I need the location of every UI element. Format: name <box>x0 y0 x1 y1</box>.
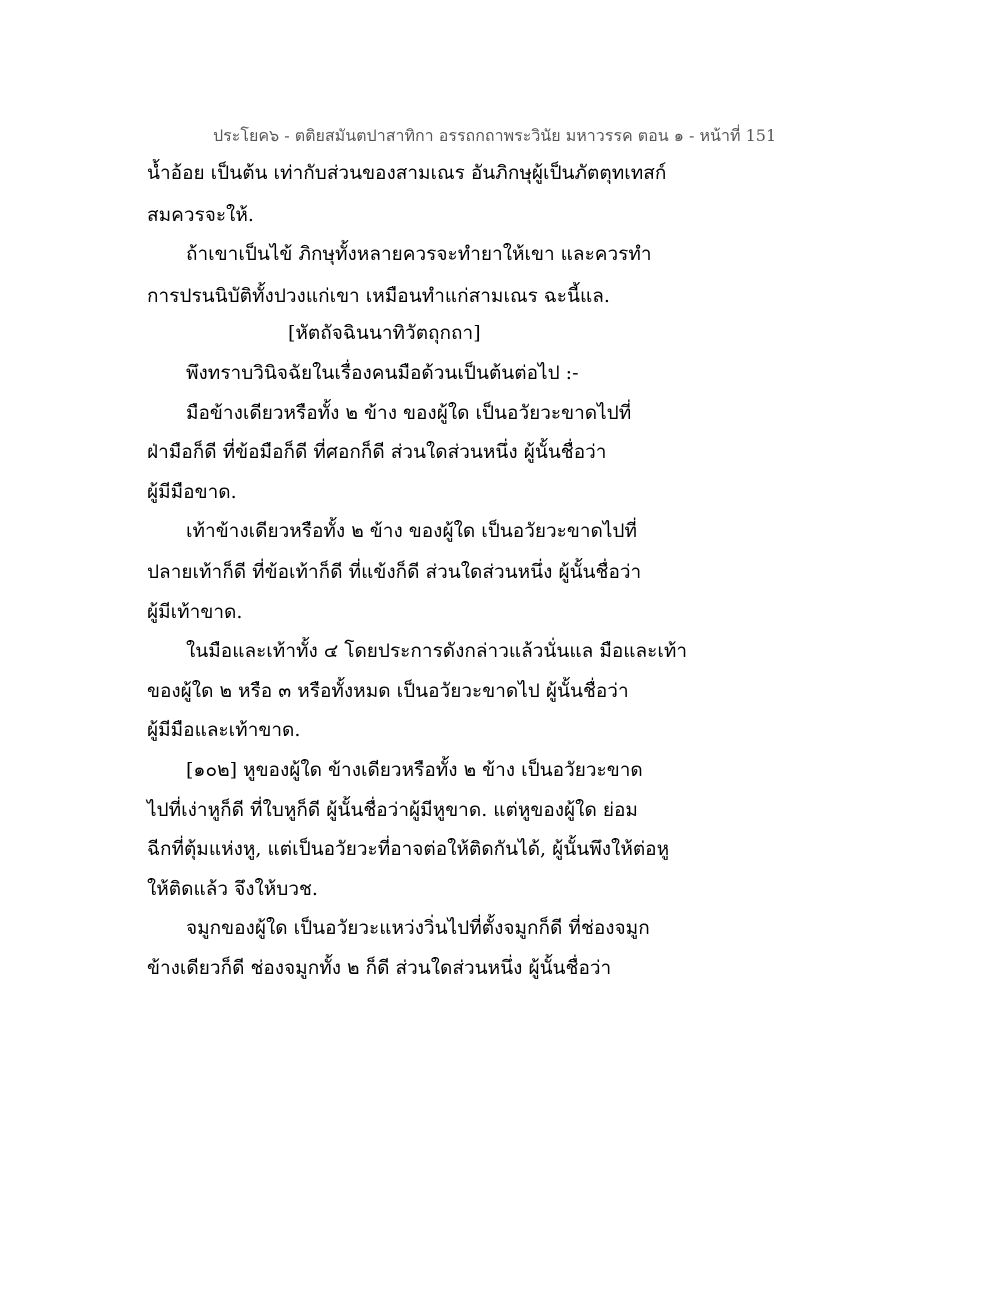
text-line: ปลายเท้าก็ดี ที่ข้อเท้าก็ดี ที่แข้งก็ดี ส่วนใดส่วนหนึ่ง ผู้นั้นชื่อว่า <box>147 561 642 583</box>
text-line: น้ำอ้อย เป็นต้น เท่ากับส่วนของสามเณร อันภิกษุผู้เป็นภัตตุทเทสก์ <box>147 162 667 184</box>
text-line: ผู้มีมือขาด. <box>147 481 237 503</box>
text-line: ไปที่เง่าหูก็ดี ที่ใบหูก็ดี ผู้นั้นชื่อว่าผู้มีหูขาด. แต่หูของผู้ใด ย่อม <box>147 799 638 821</box>
section-heading: [หัตถัจฉินนาทิวัตถุกถา] <box>288 322 481 344</box>
text-line: จมูกของผู้ใด เป็นอวัยวะแหว่งวิ่นไปที่ตั้งจมูกก็ดี ที่ช่องจมูก <box>186 917 650 939</box>
text-line: สมควรจะให้. <box>147 204 254 226</box>
text-line: ฝ่ามือก็ดี ที่ข้อมือก็ดี ที่ศอกก็ดี ส่วนใดส่วนหนึ่ง ผู้นั้นชื่อว่า <box>147 441 607 463</box>
text-line: ข้างเดียวก็ดี ช่องจมูกทั้ง ๒ ก็ดี ส่วนใดส่วนหนึ่ง ผู้นั้นชื่อว่า <box>147 957 612 979</box>
text-line: ถ้าเขาเป็นไข้ ภิกษุทั้งหลายควรจะทำยาให้เขา และควรทำ <box>186 243 652 265</box>
page-header: ประโยค๖ - ตติยสมันตปาสาทิกา อรรถกถาพระวินัย มหาวรรค ตอน ๑ - หน้าที่ 151 <box>213 126 777 145</box>
text-line: ฉีกที่ตุ้มแห่งหู, แต่เป็นอวัยวะที่อาจต่อให้ติดกันได้, ผู้นั้นพึงให้ต่อหู <box>147 838 670 860</box>
text-line: [๑๐๒] หูของผู้ใด ข้างเดียวหรือทั้ง ๒ ข้าง เป็นอวัยวะขาด <box>186 759 643 781</box>
text-line: ของผู้ใด ๒ หรือ ๓ หรือทั้งหมด เป็นอวัยวะขาดไป ผู้นั้นชื่อว่า <box>147 680 629 702</box>
text-line: ผู้มีมือและเท้าขาด. <box>147 719 301 741</box>
text-line: มือข้างเดียวหรือทั้ง ๒ ข้าง ของผู้ใด เป็นอวัยวะขาดไปที่ <box>186 402 632 424</box>
text-line: ผู้มีเท้าขาด. <box>147 601 243 623</box>
text-line: การปรนนิบัติทั้งปวงแก่เขา เหมือนทำแก่สามเณร ฉะนี้แล. <box>147 285 610 307</box>
text-line: เท้าข้างเดียวหรือทั้ง ๒ ข้าง ของผู้ใด เป็นอวัยวะขาดไปที่ <box>186 520 638 542</box>
text-line: ให้ติดแล้ว จึงให้บวช. <box>147 878 318 900</box>
text-line: พึงทราบวินิจฉัยในเรื่องคนมือด้วนเป็นต้นต่อไป :- <box>186 362 579 384</box>
text-line: ในมือและเท้าทั้ง ๔ โดยประการดังกล่าวแล้วนั่นแล มือและเท้า <box>186 640 688 662</box>
